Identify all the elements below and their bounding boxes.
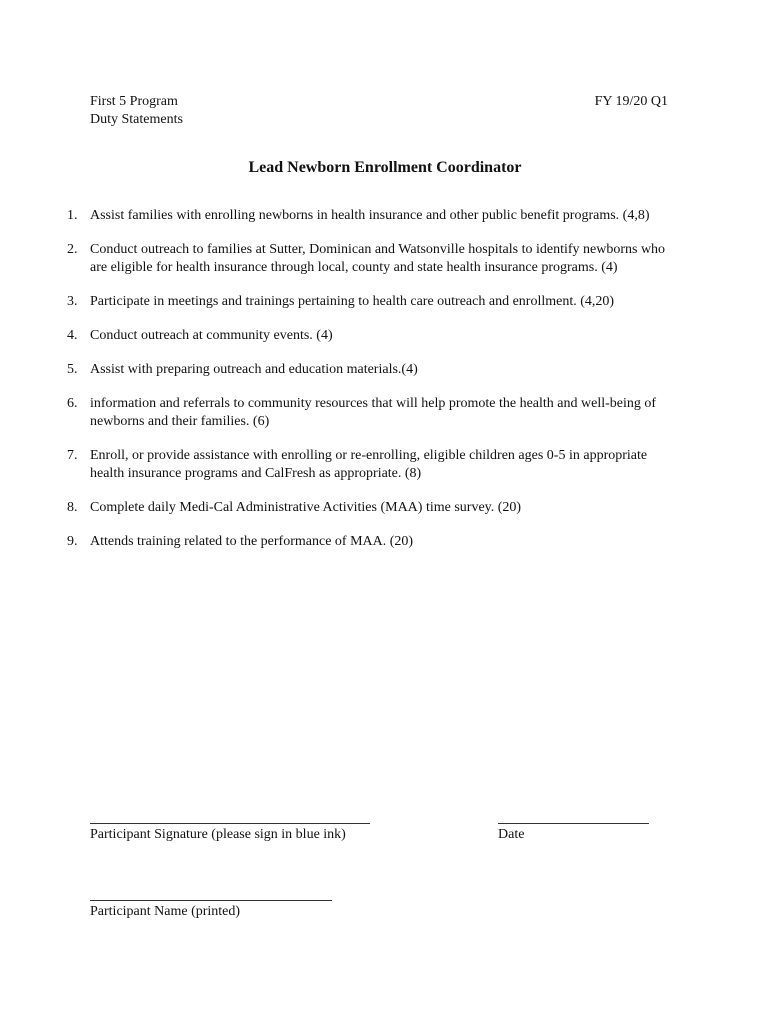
duty-number: 6.	[67, 396, 78, 411]
printed-name-line[interactable]	[90, 900, 332, 901]
duty-item	[62, 447, 672, 483]
duty-text: information and referrals to community resources that will help promote the health and well-being of newborns and their families. (6)	[90, 396, 657, 429]
duty-text: Attends training related to the performance of MAA. (20)	[90, 534, 414, 549]
duty-text: Participate in meetings and trainings pertaining to health care outreach and enrollment. (4,20)	[90, 294, 615, 309]
signature-label: Participant Signature (please sign in blue ink)	[90, 827, 346, 842]
duty-number: 8.	[67, 500, 78, 515]
duty-number: 3.	[67, 294, 78, 309]
duty-number: 4.	[67, 328, 78, 343]
duty-number: 2.	[67, 242, 78, 257]
duty-item	[62, 327, 672, 345]
duty-text: Assist with preparing outreach and education materials.(4)	[90, 362, 418, 377]
printed-name-label: Participant Name (printed)	[90, 904, 241, 919]
duty-item	[62, 499, 672, 517]
date-line[interactable]	[498, 823, 649, 824]
duty-text: Assist families with enrolling newborns in health insurance and other public benefit programs. (4,8)	[90, 208, 650, 223]
duty-item	[62, 361, 672, 379]
duty-text: Conduct outreach to families at Sutter, Dominican and Watsonville hospitals to identify newborns who are eligible for health insurance through local, county and state health insurance programs. (4)	[90, 242, 666, 275]
duty-text: Complete daily Medi-Cal Administrative Activities (MAA) time survey. (20)	[90, 500, 522, 515]
duty-number: 7.	[67, 448, 78, 463]
duty-item	[62, 293, 672, 311]
duty-item	[62, 395, 672, 431]
page-title: Lead Newborn Enrollment Coordinator	[248, 159, 522, 176]
duty-item	[62, 241, 672, 277]
duty-text: Conduct outreach at community events. (4)	[90, 328, 333, 343]
duty-text: Enroll, or provide assistance with enrolling or re-enrolling, eligible children ages 0-5 in appropriate health insurance programs and CalFresh as appropriate. (8)	[90, 448, 648, 481]
signature-line[interactable]	[90, 823, 370, 824]
document-subtitle: Duty Statements	[90, 112, 183, 127]
duty-item	[62, 207, 672, 225]
duty-number: 1.	[67, 208, 78, 223]
program-name: First 5 Program	[90, 94, 178, 109]
duty-item	[62, 533, 672, 551]
duty-number: 9.	[67, 534, 78, 549]
fiscal-period: FY 19/20 Q1	[594, 94, 668, 109]
duty-number: 5.	[67, 362, 78, 377]
header-left	[90, 93, 183, 129]
duty-list	[62, 207, 672, 567]
date-label: Date	[498, 827, 525, 842]
